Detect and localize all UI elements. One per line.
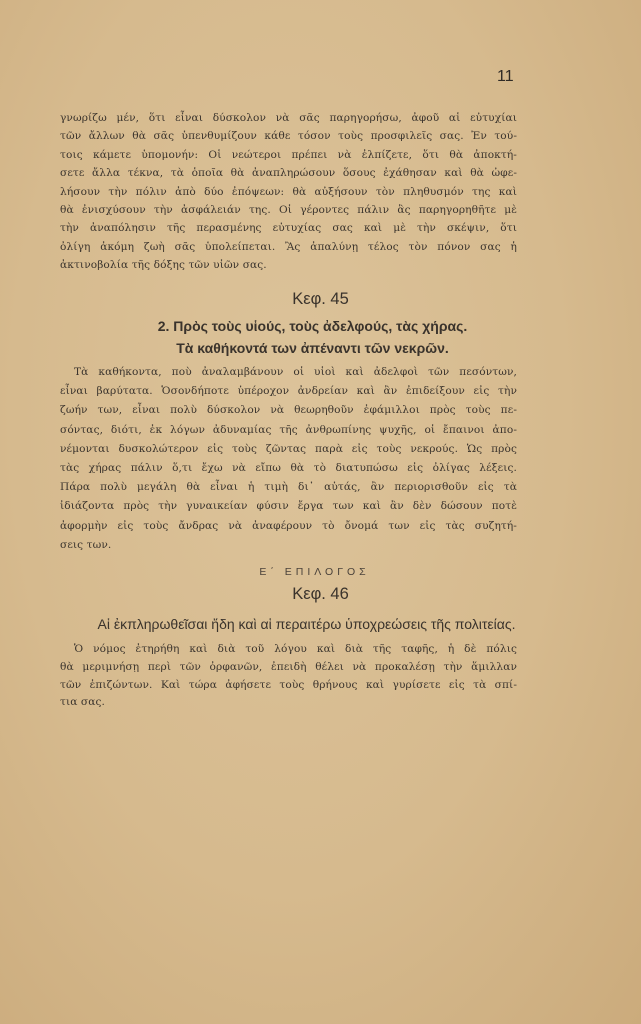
text-line: ὀλίγη ἀκόμη ζωὴ σᾶς ὑπολείπεται. Ἂς ἀπαλύνῃ τέλος τὸν πόνον σας ἡ xyxy=(60,240,517,253)
chapter-46-title: Κεφ. 46 xyxy=(292,585,349,603)
text-line: τῶν ἄλλων θὰ σᾶς ὑπενθυμίζουν κάθε τόσον τοὺς προσφιλεῖς σας. Ἐν τού- xyxy=(60,130,517,143)
text-line: ἀφορμὴν εἰς τοὺς ἄνδρας νὰ ἀναφέρουν τὸ ὄνομά των εἰς τὰς συζητή- xyxy=(60,519,517,532)
paragraph-1 xyxy=(60,109,517,275)
text-line: θὰ μεριμνήσῃ περὶ τῶν ὀρφανῶν, ἐπειδὴ θέλει νὰ προκαλέσῃ τὴν ἅμιλλαν xyxy=(60,660,517,673)
text-line: γνωρίζω μέν, ὅτι εἶναι δύσκολον νὰ σᾶς παρηγορήσω, ἀφοῦ αἱ εὐτυχίαι xyxy=(60,112,517,124)
text-line: τῶν ἐπιζώντων. Καὶ τώρα ἀφήσετε τοὺς θρήνους καὶ γυρίσετε εἰς τὰ σπί- xyxy=(60,678,517,691)
section-epilogue-heading: Ε΄ ΕΠΙΛΟΓΟΣ xyxy=(259,566,370,578)
text-line: σετε ἄλλα τέκνα, τὰ ὁποῖα θὰ ἀναπληρώσουν ὅσους ἐχάθησαν καὶ θὰ ὠφε- xyxy=(60,167,517,180)
text-line: τοις κάμετε ὑπομονήν: Οἱ νεώτεροι πρέπει νὰ ἐλπίζετε, ὅτι θὰ ἀποκτή- xyxy=(60,148,517,161)
paragraph-3 xyxy=(60,641,517,712)
chapter-45-title: Κεφ. 45 xyxy=(292,290,349,308)
text-line: θὰ ἐνισχύσουν τὴν ἀσφάλειάν της. Οἱ γέροντες πάλιν ἂς παρηγορηθῆτε μὲ xyxy=(60,203,517,216)
chapter-45-subtitle-2: Τὰ καθήκοντά των ἀπέναντι τῶν νεκρῶν. xyxy=(176,340,449,356)
paragraph-2 xyxy=(60,363,517,555)
text-line: σεις των. xyxy=(60,538,112,551)
text-line: Ὁ νόμος ἐτηρήθη καὶ διὰ τοῦ λόγου καὶ διὰ τῆς ταφῆς, ἡ δὲ πόλις xyxy=(74,643,517,655)
text-line: εἶναι βαρύτατα. Ὁσονδήποτε ὑπέροχον ἀνδρείαν καὶ ἂν ἐπιδείξουν εἰς τὴν xyxy=(60,385,517,398)
text-line: νέμονται δυσκολώτερον εἰς τοὺς ζῶντας παρὰ εἰς τοὺς νεκρούς. Ὡς πρὸς xyxy=(60,442,517,455)
text-line: τὰς χήρας πάλιν ὅ,τι ἔχω νὰ εἴπω θὰ τὸ διατυπώσω εἰς ὀλίγας λέξεις. xyxy=(60,461,517,474)
text-line: ἀκτινοβολία τῆς δόξης τῶν υἱῶν σας. xyxy=(60,259,267,272)
page-number: 11 xyxy=(497,68,514,85)
text-line: τὴν ἀναπόλησιν τῆς περασμένης εὐτυχίας σας καὶ μὲ τὴν σκέψιν, ὅτι xyxy=(60,222,517,235)
text-line: ἰδιάζοντα πρὸς τὴν γυναικείαν φύσιν ἔργα των καὶ ἂν δὲν δώσουν ποτὲ xyxy=(60,500,517,513)
text-line: τια σας. xyxy=(60,696,106,709)
text-line: ζωήν των, εἶναι πολὺ δύσκολον νὰ θεωρηθοῦν ἐφάμιλλοι πρὸς τοὺς πε- xyxy=(60,404,517,417)
text-line: λήσουν τὴν πόλιν ἀπὸ δύο ἐπόψεων: θὰ αὐξήσουν τὸν πληθυσμόν της καὶ xyxy=(60,185,517,198)
chapter-45-subtitle-1: 2. Πρὸς τοὺς υἱούς, τοὺς ἀδελφούς, τὰς χήρας. xyxy=(157,318,468,334)
text-line: σόντας, διότι, ἐκ λόγων ἀδυναμίας τῆς ἀνθρωπίνης ψυχῆς, οἱ ἔπαινοι ἀπο- xyxy=(60,423,517,436)
text-line: Τὰ καθήκοντα, ποὺ ἀναλαμβάνουν οἱ υἱοὶ καὶ ἀδελφοὶ τῶν πεσόντων, xyxy=(74,366,517,378)
text-line: Πάρα πολὺ μεγάλη θὰ εἶναι ἡ τιμὴ δι᾽ αὐτάς, ἂν περιορισθοῦν εἰς τὰ xyxy=(60,481,517,494)
chapter-46-subtitle: Αἱ ἐκπληρωθεῖσαι ἤδη καὶ αἱ περαιτέρω ὑποχρεώσεις τῆς πολιτείας. xyxy=(97,616,516,632)
